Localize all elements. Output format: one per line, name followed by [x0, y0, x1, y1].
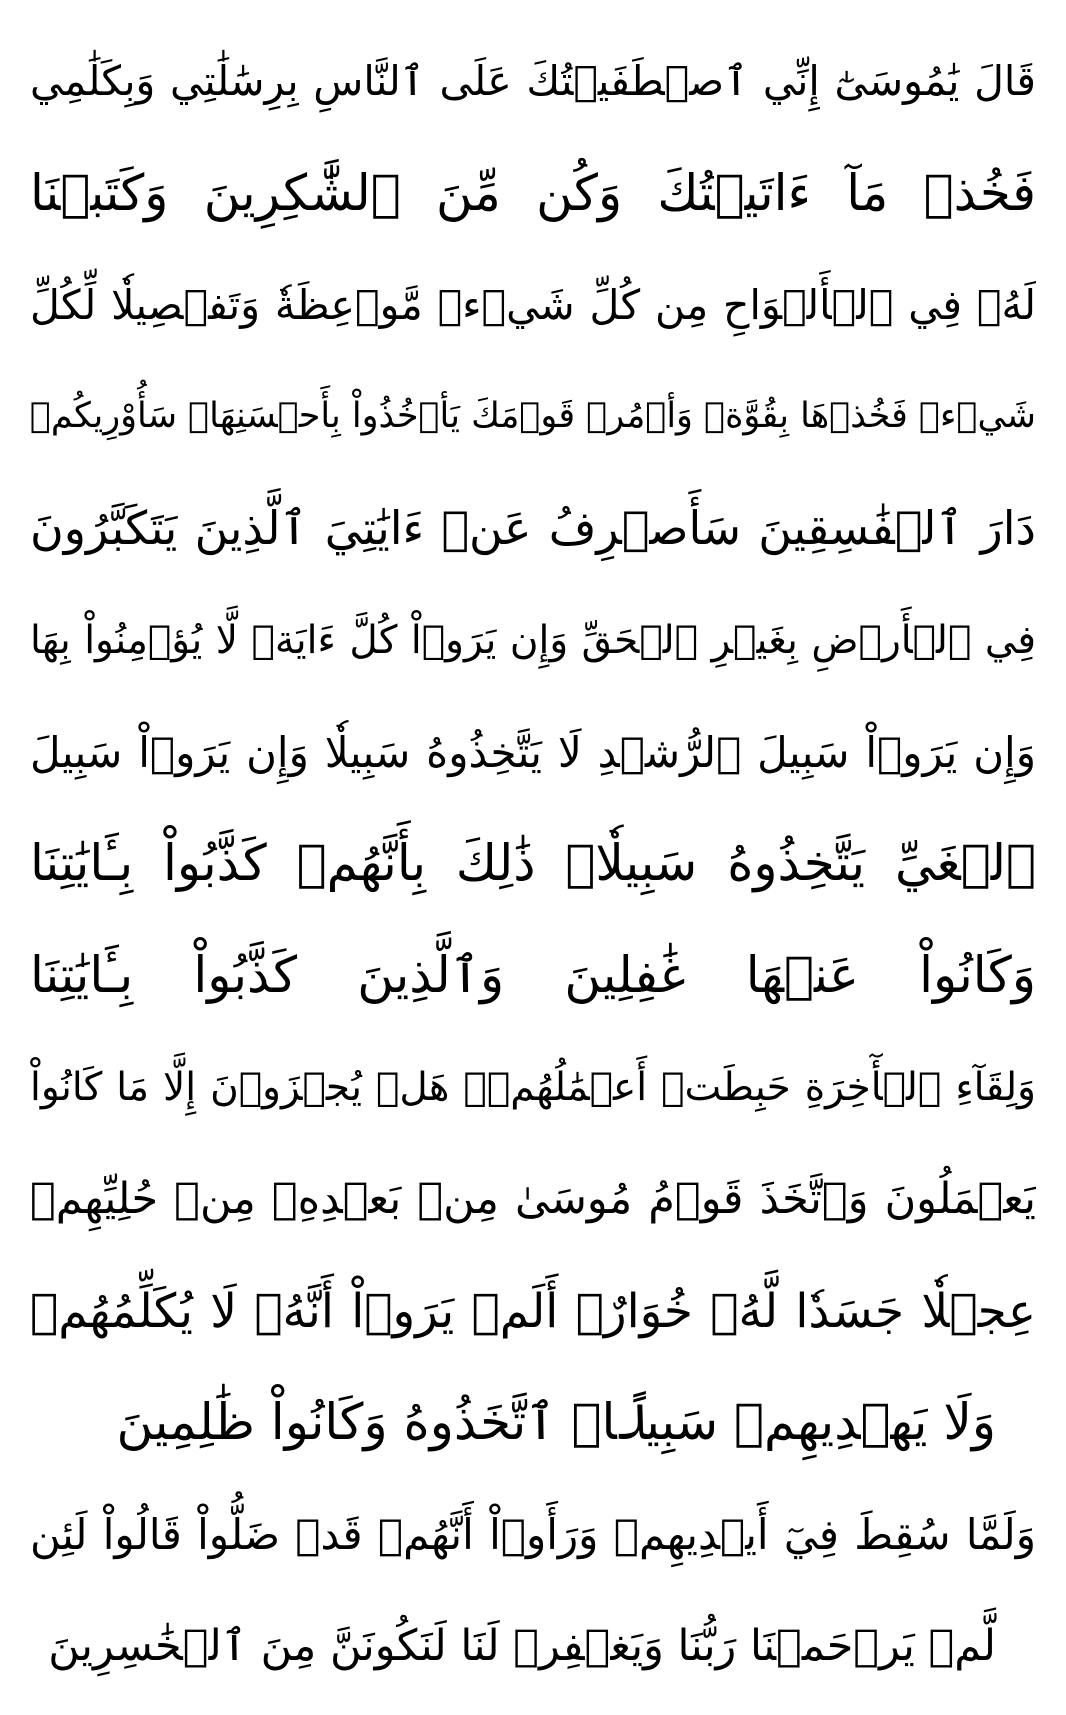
verse-line: يَعۡمَلُونَ وَٱتَّخَذَ قَوۡمُ مُوسَىٰ مِنۢ بَعۡدِهِۦ مِنۡ حُلِيِّهِمۡ	[30, 1173, 1036, 1224]
verse-line: وَلَا يَهۡدِيهِمۡ سَبِيلًاۘ ٱتَّخَذُوهُ وَكَانُواْ ظَٰلِمِينَ	[116, 1393, 996, 1452]
verse-line: لَهُۥ فِي ٱلۡأَلۡوَاحِ مِن كُلِّ شَيۡءٖ مَّوۡعِظَةٗ وَتَفۡصِيلٗا لِّكُلِّ	[30, 280, 1036, 329]
verse-line: فَخُذۡ مَآ ءَاتَيۡتُكَ وَكُن مِّنَ ٱلشَّٰكِرِينَ وَكَتَبۡنَا	[30, 163, 1036, 222]
verse-line: عِجۡلٗا جَسَدٗا لَّهُۥ خُوَارٌۚ أَلَمۡ يَرَوۡاْ أَنَّهُۥ لَا يُكَلِّمُهُمۡ	[30, 1283, 1036, 1339]
verse-line: ٱلۡغَيِّ يَتَّخِذُوهُ سَبِيلٗاۚ ذَٰلِكَ بِأَنَّهُمۡ كَذَّبُواْ بِـَٔايَٰتِنَا	[30, 834, 1036, 893]
verse-line: وَلَمَّا سُقِطَ فِيٓ أَيۡدِيهِمۡ وَرَأَوۡاْ أَنَّهُمۡ قَدۡ ضَلُّواْ قَالُواْ لَئِن	[30, 1510, 1036, 1560]
verse-line: فِي ٱلۡأَرۡضِ بِغَيۡرِ ٱلۡحَقِّ وَإِن يَرَوۡاْ كُلَّ ءَايَةٖ لَّا يُؤۡمِنُواْ بِهَا	[30, 617, 1036, 663]
verse-line: شَيۡءٖ فَخُذۡهَا بِقُوَّةٖ وَأۡمُرۡ قَوۡمَكَ يَأۡخُذُواْ بِأَحۡسَنِهَاۚ سَأُوْرِيكُمۡ	[30, 396, 1036, 437]
verse-line: لَّمۡ يَرۡحَمۡنَا رَبُّنَا وَيَغۡفِرۡ لَنَا لَنَكُونَنَّ مِنَ ٱلۡخَٰسِرِينَ	[48, 1620, 996, 1671]
verse-line: وَلِقَآءِ ٱلۡأٓخِرَةِ حَبِطَتۡ أَعۡمَٰلُهُمۡۚ هَلۡ يُجۡزَوۡنَ إِلَّا مَا كَانُواْ	[30, 1065, 1036, 1111]
verse-line: وَكَانُواْ عَنۡهَا غَٰفِلِينَ وَٱلَّذِينَ كَذَّبُواْ بِـَٔايَٰتِنَا	[30, 946, 1036, 1005]
verse-line: وَإِن يَرَوۡاْ سَبِيلَ ٱلرُّشۡدِ لَا يَتَّخِذُوهُ سَبِيلٗا وَإِن يَرَوۡاْ سَبِيلَ	[30, 727, 1036, 777]
verse-lines	[30, 34, 1036, 1694]
verse-line: دَارَ ٱلۡفَٰسِقِينَ سَأَصۡرِفُ عَنۡ ءَايَٰتِيَ ٱلَّذِينَ يَتَكَبَّرُونَ	[30, 501, 1036, 556]
verse-line: قَالَ يَٰمُوسَىٰٓ إِنِّي ٱصۡطَفَيۡتُكَ عَلَى ٱلنَّاسِ بِرِسَٰلَٰتِي وَبِكَلَٰمِي	[30, 57, 1036, 105]
